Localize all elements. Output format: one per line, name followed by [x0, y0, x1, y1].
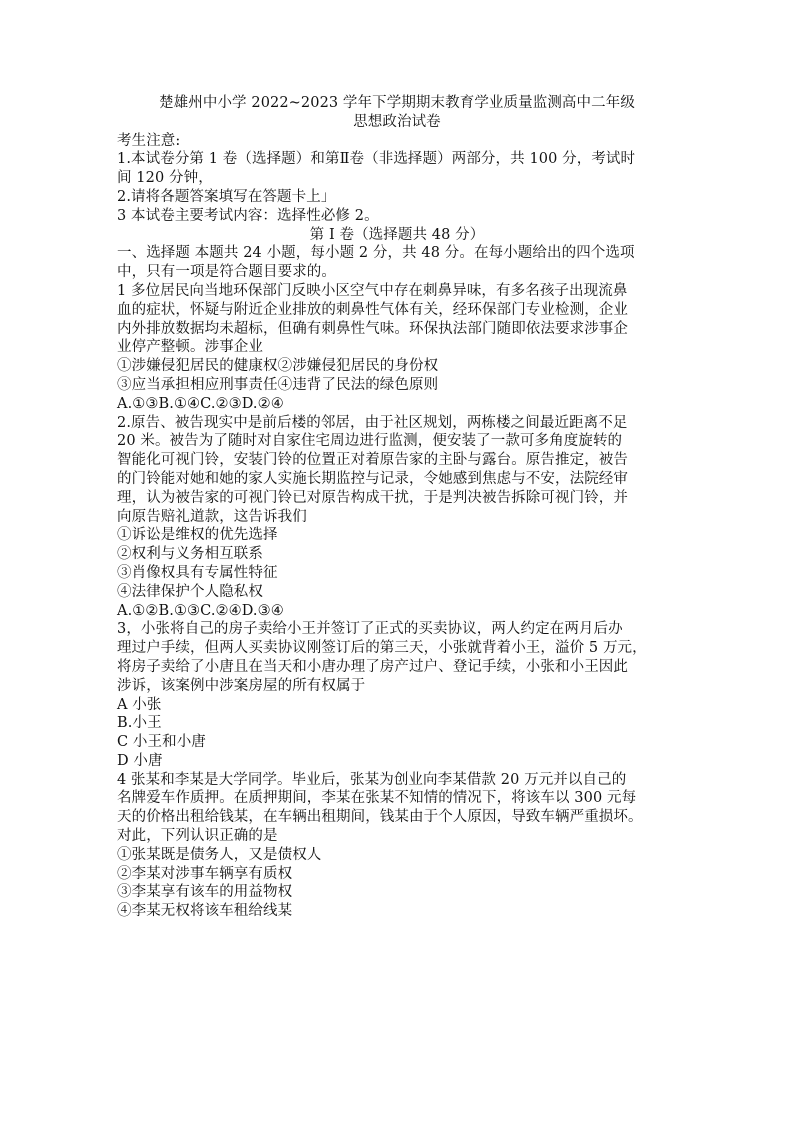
question-stem-line: 将房子卖给了小唐且在当天和小唐办理了房产过户、登记手续，小张和小王因此	[117, 658, 628, 675]
question-option: ③李某享有该车的用益物权	[117, 884, 293, 901]
question-stem-line: 名牌爱车作质押。在质押期间，李某在张某不知情的情况下，将该车以 300 元每	[117, 790, 637, 807]
question-option: ②李某对涉事车辆享有质权	[117, 865, 293, 882]
question-stem-line: 理过户手续，但两人买卖协议刚签订后的第三天，小张就背着小王，溢价 5 万元，	[117, 640, 647, 657]
question-stem-line: 理，认为被告家的可视门铃已对原告构成干扰，于是判决被告拆除可视门铃，并	[117, 489, 628, 506]
paper-title-line2: 思想政治试卷	[353, 113, 441, 130]
question-stem-line: 内外排放数据均未超标，但确有刺鼻性气味。环保执法部门随即依法要求涉事企	[117, 320, 628, 337]
question-option: D 小唐	[117, 752, 163, 769]
exam-paper	[117, 94, 677, 921]
question-stem-line: 涉诉，该案例中涉案房屋的所有权属于	[117, 677, 366, 694]
question-answer-choices: A.①③B.①④C.②③D.②④	[117, 395, 284, 412]
question-1	[117, 282, 677, 414]
question-2	[117, 414, 677, 621]
notice-heading: 考生注意:	[117, 132, 181, 149]
question-option: ③肖像权具有专属性特征	[117, 564, 278, 581]
paper-title-line1: 楚雄州中小学 2022~2023 学年下学期期末教育学业质量监测高中二年级	[159, 95, 635, 111]
question-option: ④李某无权将该车租给线某	[117, 903, 293, 920]
question-option: ④法律保护个人隐私权	[117, 583, 263, 600]
question-answer-choices: A.①②B.①③C.②④D.③④	[117, 602, 284, 619]
question-stem-line: 血的症状，怀疑与附近企业排放的刺鼻性气体有关，经环保部门专业检测，企业	[117, 301, 628, 318]
question-stem-line: 向原告赔礼道款，这告诉我们	[117, 508, 307, 525]
section-intro: 一、选择题 本题共 24 小题，每小题 2 分，共 48 分。在每小题给出的四个选项	[117, 245, 635, 262]
question-stem-line: 1 多位居民向当地环保部门反映小区空气中存在刺鼻异味，有多名孩子出现流鼻	[117, 282, 628, 299]
question-stem-line: 3，小张将自己的房子卖给小王并签订了正式的买卖协议，两人约定在两月后办	[117, 621, 623, 638]
question-option: ②权利与义务相互联系	[117, 546, 263, 563]
question-stem-line: 2.原告、被告现实中是前后楼的邻居，由于社区规划，两栋楼之间最近距离不足	[117, 414, 628, 431]
question-option: ①涉嫌侵犯居民的健康权②涉嫌侵犯居民的身份权	[117, 358, 439, 375]
notice-item-1-cont: 间 120 分钟，	[117, 170, 213, 187]
notice-item-1: 1.本试卷分第 1 卷（选择题）和第Ⅱ卷（非选择题）两部分，共 100 分，考试时	[117, 151, 636, 168]
question-3	[117, 620, 677, 770]
question-option: B.小王	[117, 715, 162, 732]
question-option: A 小张	[117, 696, 162, 713]
question-stem-line: 的门铃能对她和她的家人实施长期监控与记录，令她感到焦虑与不安，法院经审	[117, 470, 628, 487]
question-stem-line: 天的价格出租给钱某，在车辆出租期间，钱某由于个人原因，导致车辆严重损坏。	[117, 809, 643, 826]
question-stem-line: 20 米。被告为了随时对自家住宅周边进行监测，便安装了一款可多角度旋转的	[117, 433, 623, 450]
section-intro-cont: 中，只有一项是符合题目要求的。	[117, 264, 336, 281]
question-option: ③应当承担相应刑事责任④违背了民法的绿色原则	[117, 376, 439, 393]
question-stem-line: 4 张某和李某是大学同学。毕业后，张某为创业向李某借款 20 万元并以自己的	[117, 771, 627, 788]
question-option: ①张某既是债务人，又是债权人	[117, 846, 322, 863]
notice-item-2: 2.请将各题答案填写在答题卡上」	[117, 188, 336, 205]
question-stem-line: 对此，下列认识正确的是	[117, 828, 278, 845]
question-option: C 小王和小唐	[117, 734, 206, 751]
question-stem-line: 智能化可视门铃，安装门铃的位置正对着原告家的主卧与露台。原告推定，被告	[117, 452, 628, 469]
section-title: 第 I 卷（选择题共 48 分）	[309, 226, 485, 243]
question-4	[117, 771, 677, 921]
question-option: ①诉讼是维权的优先选择	[117, 527, 278, 544]
question-stem-line: 业停产整顿。涉事企业	[117, 339, 263, 356]
notice-item-3: 3 本试卷主要考试内容：选择性必修 2。	[117, 207, 379, 224]
